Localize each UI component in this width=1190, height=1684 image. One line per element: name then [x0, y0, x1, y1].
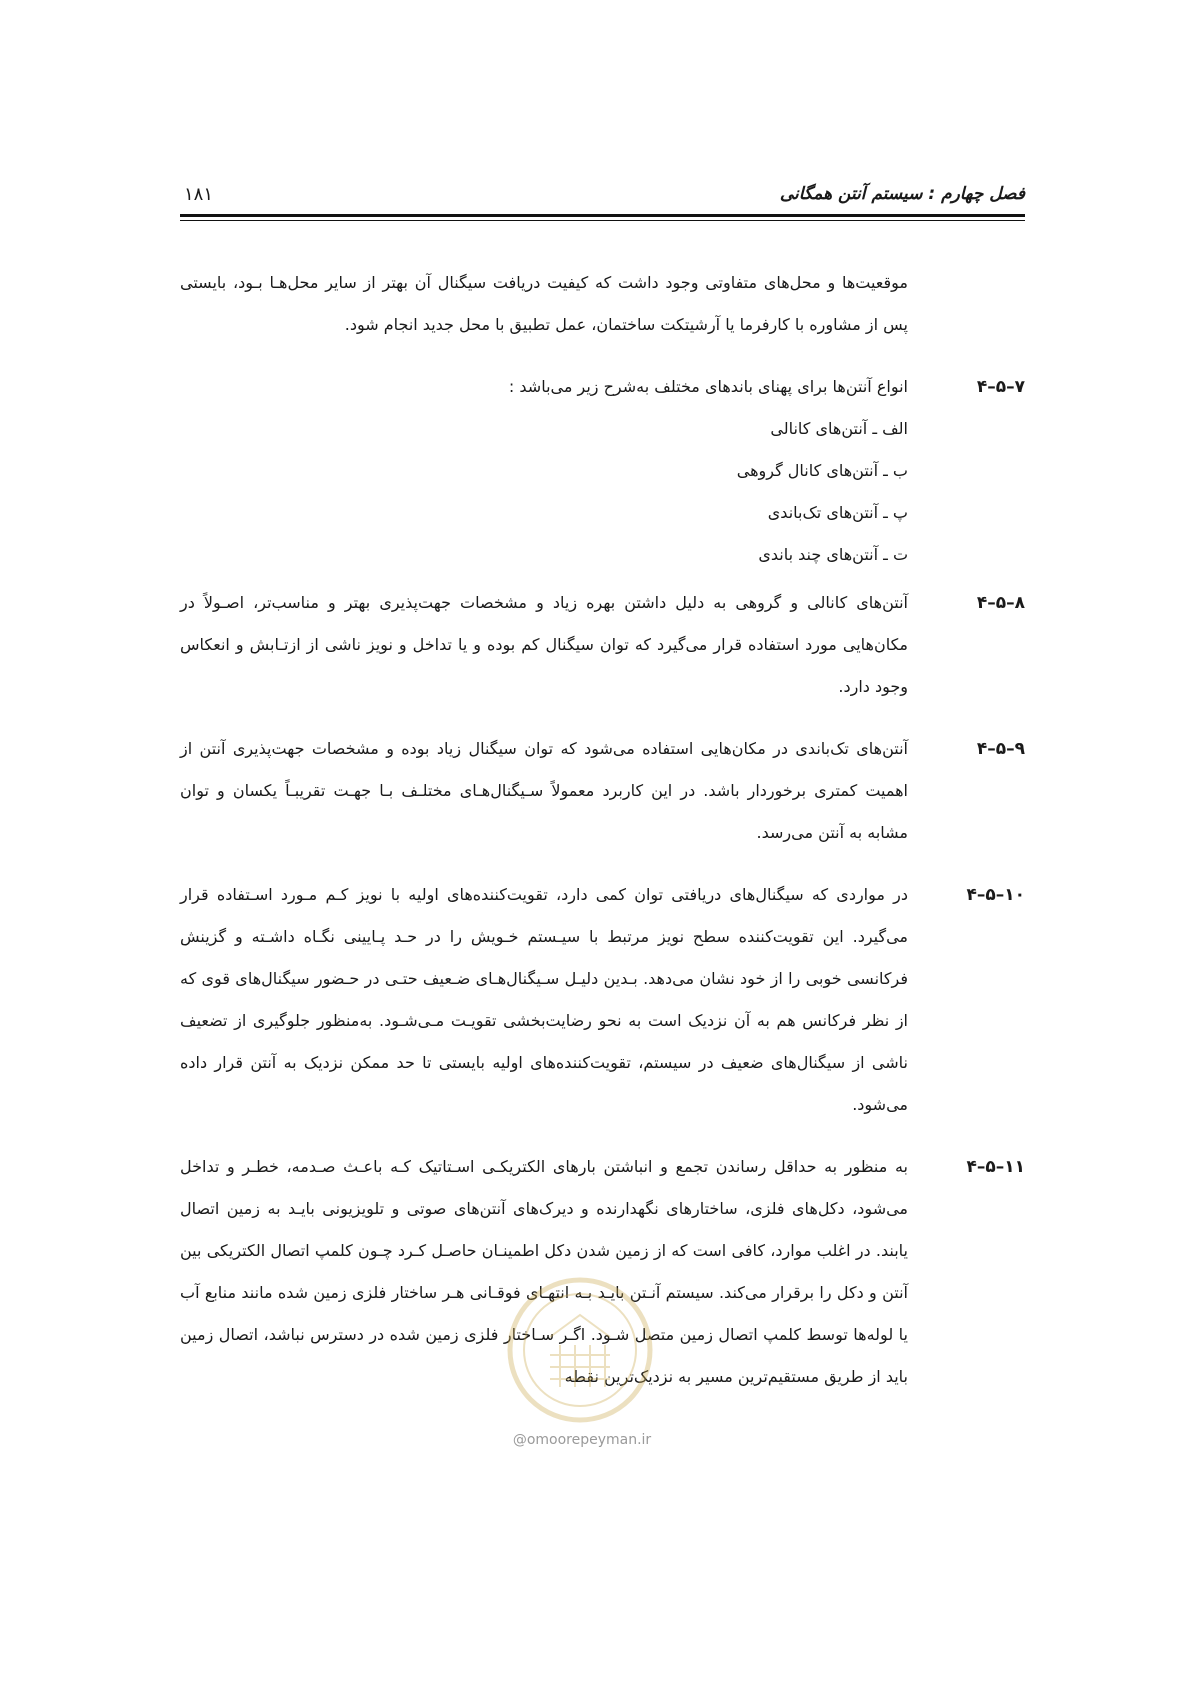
list-item: ت ـ آنتن‌های چند باندی: [758, 545, 908, 564]
section-number: ۴–۵–۷: [976, 377, 1025, 397]
section-body: [180, 366, 908, 576]
section-number: ۴–۵–۱۰: [966, 885, 1025, 905]
section-text: انواع آنتن‌ها برای پهنای باندهای مختلف به‌شرح زیر می‌باشد :: [508, 377, 908, 396]
section-number: ۴–۵–۸: [976, 593, 1025, 613]
page-header: [180, 178, 1025, 218]
section-number: ۴–۵–۱۱: [966, 1157, 1025, 1177]
antenna-type-list: [180, 408, 908, 576]
section-number: ۴–۵–۹: [976, 739, 1025, 759]
intro-paragraph: موقعیت‌ها و محل‌های متفاوتی وجود داشت که کیفیت دریافت سیگنال آن بهتر از سایر محل‌هـا بـود، بایستی پس از مشاوره با کارفرما یا آرشیتکت ساختمان، عمل تطبیق با محل جدید انجام شود.: [180, 273, 908, 334]
section-text: آنتن‌های تک‌باندی در مکان‌هایی استفاده می‌شود که توان سیگنال زیاد بوده و مشخصات جهت‌پذیری آنتن از اهمیت کمتری برخوردار باشد. در این کاربرد معمولاً سـیگنال‌هـای مختلـف بـا جهـت تقریبـاً یکسان و توان مشابه به آنتن می‌رسد.: [180, 739, 908, 842]
watermark-logo: [505, 1275, 655, 1425]
page-number: ۱۸۱: [184, 184, 214, 205]
section-text: آنتن‌های کانالی و گروهی به دلیل داشتن بهره زیاد و مشخصات جهت‌پذیری بهتر و مناسب‌تر، اصـولاً در مکان‌هایی مورد استفاده قرار می‌گیرد که توان سیگنال کم بوده و یا تداخل و نویز ناشی از ازتـابش و انعکاس وجود دارد.: [180, 593, 908, 696]
section-text: در مواردی که سیگنال‌های دریافتی توان کمی دارد، تقویت‌کننده‌های اولیه با نویز کـم مـورد اسـتفاده قرار می‌گیرد. این تقویت‌کننده سطح نویز مرتبط با سیـستم خـویش را در حـد پـایینی نگـاه داشـته و گزینش فرکانسی خوبی را از خود نشان می‌دهد. بـدین دلیـل سـیگنال‌هـای ضـعیف حتـی در حـضور سیگنال‌های قوی که از نظر فرکانس هم به آن نزدیک است به نحو رضایت‌بخشی تقویـت مـی‌شـود. به‌منظور جلوگیری از تضعیف ناشی از سیگنال‌های ضعیف در سیستم، تقویت‌کننده‌های اولیه بایستی تا حد ممکن نزدیک به آنتن قرار داده می‌شود.: [180, 885, 908, 1114]
chapter-title: فصل چهارم : سیستم آنتن همگانی: [779, 184, 1025, 204]
list-item: پ ـ آنتن‌های تک‌باندی: [767, 503, 908, 522]
list-item: ب ـ آنتن‌های کانال گروهی: [736, 461, 908, 480]
watermark-url: @omoorepeyman.ir: [512, 1432, 652, 1448]
header-rule-thin: [180, 220, 1025, 221]
section-text: به منظور به حداقل رساندن تجمع و انباشتن بارهای الکتریکـی اسـتاتیک کـه باعـث صـدمه، خطـر و تداخل می‌شود، دکل‌های فلزی، ساختارهای نگهدارنده و دیرک‌های آنتن‌های صوتی و تلویزیونی بایـد به زمین اتصال یابند. در اغلب موارد، کافی است که از زمین شدن دکل اطمینـان حاصـل کـرد چـون کلمپ اتصال الکتریکی بین آنتن و دکل را برقرار می‌کند. سیستم آنـتن بایـد بـه انتهـای فوقـانی هـر ساختار فلزی زمین شده مانند منابع آب یا لوله‌ها توسط کلمپ اتصال زمین متصل شـود. اگـر سـاختار فلزی زمین شده در دسترس نباشد، اتصال زمین باید از طریق مستقیم‌ترین مسیر به نزدیک‌ترین نقطه: [180, 1157, 908, 1386]
header-rule-thick: [180, 214, 1025, 217]
list-item: الف ـ آنتن‌های کانالی: [770, 419, 908, 438]
